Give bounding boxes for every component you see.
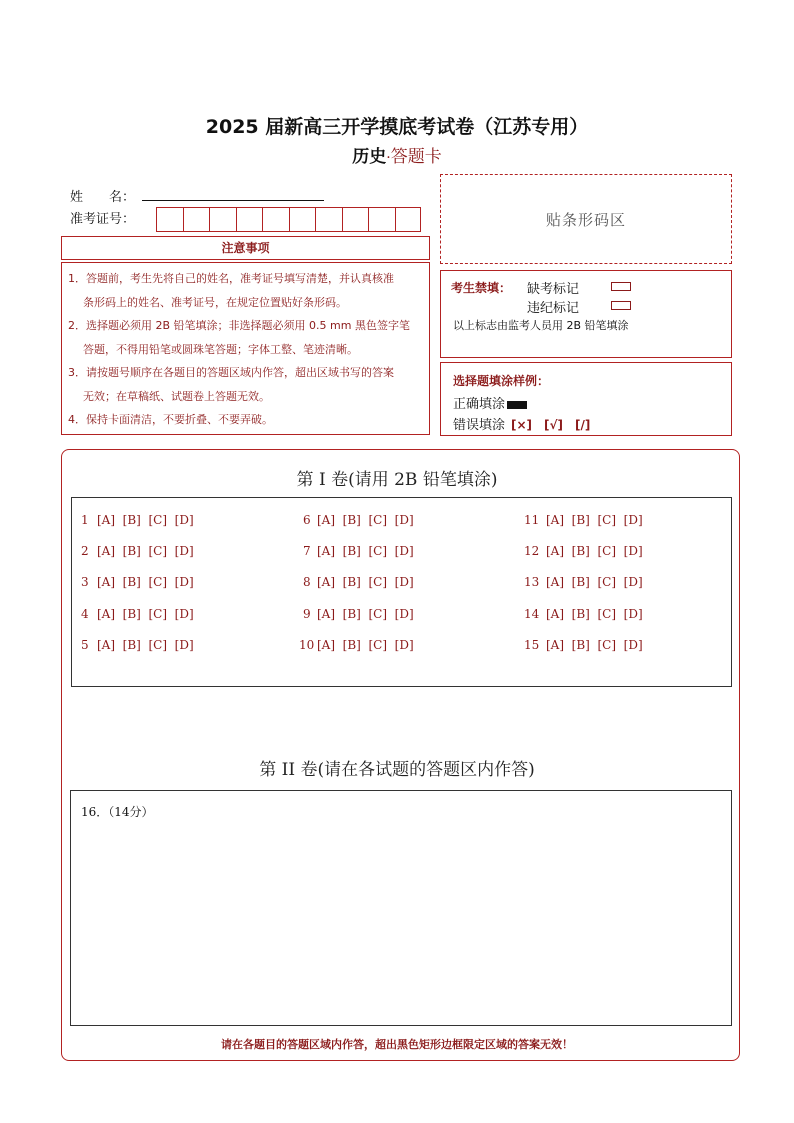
violation-mark-label: 违纪标记 — [527, 301, 580, 316]
choice-question[interactable] — [303, 575, 414, 589]
choice-question[interactable] — [81, 513, 194, 527]
id-digit-box[interactable] — [315, 207, 342, 232]
choice-question[interactable] — [524, 513, 643, 527]
forbid-note: 以上标志由监考人员用 2B 铅笔填涂 — [453, 319, 629, 332]
question-number: 11 — [524, 513, 540, 527]
notice-line: 答题，不得用铅笔或圆珠笔答题；字体工整、笔迹清晰。 — [83, 342, 358, 356]
choice-options[interactable]: [A] [B] [C] [D] — [317, 575, 414, 589]
name-field[interactable] — [142, 200, 324, 201]
barcode-area — [440, 174, 732, 264]
question-number: 4 — [81, 607, 89, 621]
choice-question[interactable] — [524, 575, 643, 589]
question-number: 5 — [81, 638, 89, 652]
choice-options[interactable]: [A] [B] [C] [D] — [546, 513, 643, 527]
forbid-title: 考生禁填： — [451, 281, 512, 295]
subject-label: 历史 — [352, 147, 387, 167]
footer-warning: 请在各题目的答题区域内作答，超出黑色矩形边框限定区域的答案无效！ — [221, 1038, 573, 1051]
choice-options[interactable]: [A] [B] [C] [D] — [97, 513, 194, 527]
question-number: 1 — [81, 513, 89, 527]
id-digit-box[interactable] — [209, 207, 236, 232]
choice-options[interactable]: [A] [B] [C] [D] — [546, 575, 643, 589]
exam-id-boxes[interactable] — [156, 207, 421, 232]
choice-question[interactable] — [81, 607, 194, 621]
part2-title: 第 II 卷(请在各试题的答题区内作答) — [259, 760, 535, 780]
choice-options[interactable]: [A] [B] [C] [D] — [546, 544, 643, 558]
correct-fill-label: 正确填涂 — [453, 397, 506, 412]
choice-question[interactable] — [303, 513, 414, 527]
id-digit-box[interactable] — [342, 207, 369, 232]
absent-mark-label: 缺考标记 — [527, 282, 580, 297]
question-number: 9 — [303, 607, 311, 621]
filled-block-icon — [507, 401, 527, 409]
choice-options[interactable]: [A] [B] [C] [D] — [546, 638, 643, 652]
choice-question[interactable] — [299, 638, 414, 652]
id-digit-box[interactable] — [262, 207, 289, 232]
id-digit-box[interactable] — [183, 207, 210, 232]
notice-body — [61, 262, 430, 435]
question-number: 10 — [299, 638, 315, 652]
wrong-fill-row — [453, 414, 590, 433]
id-label: 准考证号： — [70, 212, 136, 227]
choice-options[interactable]: [A] [B] [C] [D] — [317, 544, 414, 558]
essay-answer-box[interactable] — [70, 790, 732, 1026]
choice-options[interactable]: [A] [B] [C] [D] — [97, 607, 194, 621]
choice-question[interactable] — [524, 638, 643, 652]
id-digit-box[interactable] — [236, 207, 263, 232]
notice-line: 2．选择题必须用 2B 铅笔填涂；非选择题必须用 0.5 mm 黑色签字笔 — [68, 319, 410, 332]
exam-title: 2025 届新高三开学摸底考试卷（江苏专用） — [205, 116, 589, 138]
choice-question[interactable] — [303, 607, 414, 621]
choice-question[interactable] — [303, 544, 414, 558]
question-16-label: 16．（14分） — [81, 805, 154, 819]
choice-question[interactable] — [81, 544, 194, 558]
correct-fill-row — [453, 393, 527, 412]
choice-question[interactable] — [524, 544, 643, 558]
id-digit-box[interactable] — [289, 207, 316, 232]
violation-mark-box[interactable] — [611, 301, 631, 310]
id-digit-box[interactable] — [395, 207, 422, 232]
notice-line: 1．答题前，考生先将自己的姓名，准考证号填写清楚，并认真核准 — [68, 272, 394, 285]
question-number: 8 — [303, 575, 311, 589]
choice-options[interactable]: [A] [B] [C] [D] — [97, 575, 194, 589]
question-number: 2 — [81, 544, 89, 558]
question-number: 7 — [303, 544, 311, 558]
choice-options[interactable]: [A] [B] [C] [D] — [97, 544, 194, 558]
question-number: 13 — [524, 575, 540, 589]
wrong-fill-label: 错误填涂 — [453, 418, 506, 433]
exam-subtitle — [0, 142, 794, 167]
choice-options[interactable]: [A] [B] [C] [D] — [317, 607, 414, 621]
choice-options[interactable]: [A] [B] [C] [D] — [546, 607, 643, 621]
id-digit-box[interactable] — [368, 207, 395, 232]
answer-card-label: 答题卡 — [390, 147, 442, 167]
fill-example-title: 选择题填涂样例： — [453, 374, 550, 388]
id-digit-box[interactable] — [156, 207, 183, 232]
separator-dot: · — [386, 150, 391, 166]
choice-question[interactable] — [81, 575, 194, 589]
examiner-only-box — [440, 270, 732, 358]
question-number: 12 — [524, 544, 540, 558]
choice-question[interactable] — [81, 638, 194, 652]
choice-options[interactable]: [A] [B] [C] [D] — [317, 638, 414, 652]
choice-question[interactable] — [524, 607, 643, 621]
question-number: 14 — [524, 607, 540, 621]
notice-line: 条形码上的姓名、准考证号，在规定位置贴好条形码。 — [83, 295, 347, 309]
question-number: 6 — [303, 513, 311, 527]
choice-options[interactable]: [A] [B] [C] [D] — [97, 638, 194, 652]
notice-line: 4．保持卡面清洁，不要折叠、不要弄破。 — [68, 413, 273, 426]
absent-mark-box[interactable] — [611, 282, 631, 291]
choice-options[interactable]: [A] [B] [C] [D] — [317, 513, 414, 527]
barcode-label: 贴条形码区 — [545, 210, 626, 229]
notice-heading: 注意事项 — [61, 236, 430, 260]
part1-title: 第 I 卷(请用 2B 铅笔填涂) — [296, 470, 498, 490]
question-number: 15 — [524, 638, 540, 652]
fill-example-box — [440, 362, 732, 436]
name-label: 姓 名： — [70, 190, 136, 205]
notice-line: 3．请按题号顺序在各题目的答题区域内作答，超出区域书写的答案 — [68, 366, 394, 379]
question-number: 3 — [81, 575, 89, 589]
wrong-fill-marks: [×] [√] [/] — [511, 418, 591, 432]
notice-line: 无效；在草稿纸、试题卷上答题无效。 — [83, 389, 270, 403]
